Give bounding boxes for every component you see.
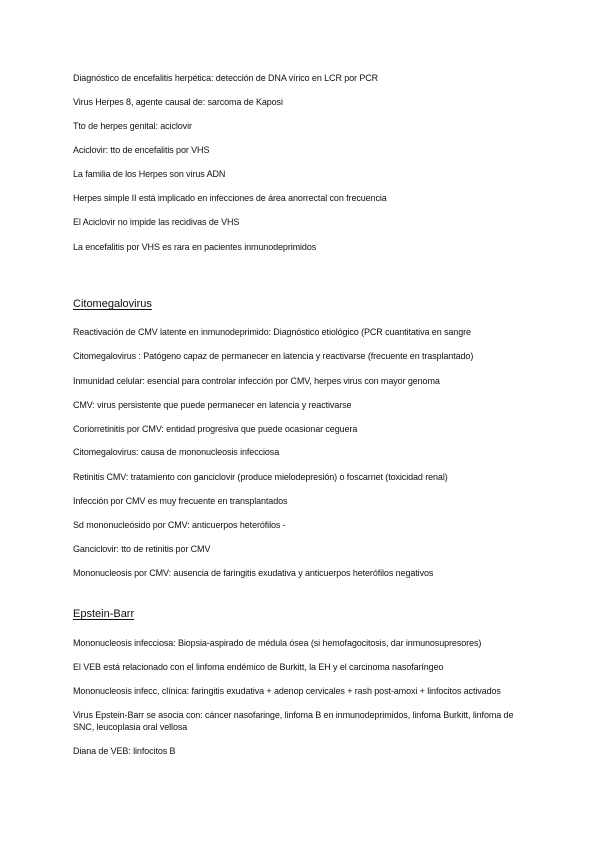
section-heading-ebv: Epstein-Barr — [73, 608, 135, 620]
cmv-line: Citomegalovirus: causa de mononucleosis infecciosa — [73, 447, 280, 457]
section-heading-cmv: Citomegalovirus — [73, 298, 152, 310]
herpes-line: El Aciclovir no impide las recidivas de VHS — [73, 217, 240, 227]
herpes-line: Virus Herpes 8, agente causal de: sarcoma de Kaposi — [73, 97, 283, 107]
cmv-line: Retinitis CMV: tratamiento con ganciclovir (produce mielodepresión) o foscarnet (toxicidad renal) — [73, 472, 448, 482]
ebv-line: Mononucleosis infecc, clínica: faringitis exudativa + adenop cervicales + rash post-amoxi + linfocitos activados — [73, 686, 501, 696]
herpes-line: Herpes simple II está implicado en infecciones de área anorrectal con frecuencia — [73, 193, 387, 203]
cmv-line: Sd mononucleósido por CMV: anticuerpos heterófilos - — [73, 520, 286, 530]
cmv-line: Inmunidad celular: esencial para controlar infección por CMV, herpes virus con mayor genoma — [73, 376, 440, 386]
ebv-line: El VEB está relacionado con el linfoma endémico de Burkitt, la EH y el carcinoma nasofaríngeo — [73, 662, 444, 672]
ebv-line: Mononucleosis infecciosa: Biopsia-aspirado de médula ósea (si hemofagocitosis, dar inmunosupresores) — [73, 638, 482, 648]
cmv-line: Citomegalovirus : Patógeno capaz de permanecer en latencia y reactivarse (frecuente en trasplantado) — [73, 351, 474, 361]
herpes-line: Tto de herpes genital: aciclovir — [73, 121, 192, 131]
herpes-line: Diagnóstico de encefalitis herpética: detección de DNA vírico en LCR por PCR — [73, 73, 379, 83]
herpes-line: La encefalitis por VHS es rara en pacientes inmunodeprimidos — [73, 242, 317, 252]
cmv-line: Infección por CMV es muy frecuente en transplantados — [73, 496, 288, 506]
cmv-line: Ganciclovir: tto de retinitis por CMV — [73, 544, 211, 554]
ebv-line: Virus Epstein-Barr se asocia con: cáncer nasofaringe, linfoma B en inmunodeprimidos, linfoma Burkitt, linfoma de SNC, leucoplasia oral vellosa — [73, 710, 514, 732]
cmv-line: Mononucleosis por CMV: ausencia de faringitis exudativa y anticuerpos heterófilos negativos — [73, 568, 434, 578]
herpes-line: Aciclovir: tto de encefalitis por VHS — [73, 145, 210, 155]
cmv-line: Coriorretinitis por CMV: entidad progresiva que puede ocasionar ceguera — [73, 424, 358, 434]
herpes-line: La familia de los Herpes son virus ADN — [73, 169, 226, 179]
cmv-line: CMV: virus persistente que puede permanecer en latencia y reactivarse — [73, 400, 352, 410]
ebv-line: Diana de VEB: linfocitos B — [73, 746, 176, 756]
cmv-line: Reactivación de CMV latente en inmunodeprimido: Diagnóstico etiológico (PCR cuantitativa en sangre — [73, 327, 471, 337]
